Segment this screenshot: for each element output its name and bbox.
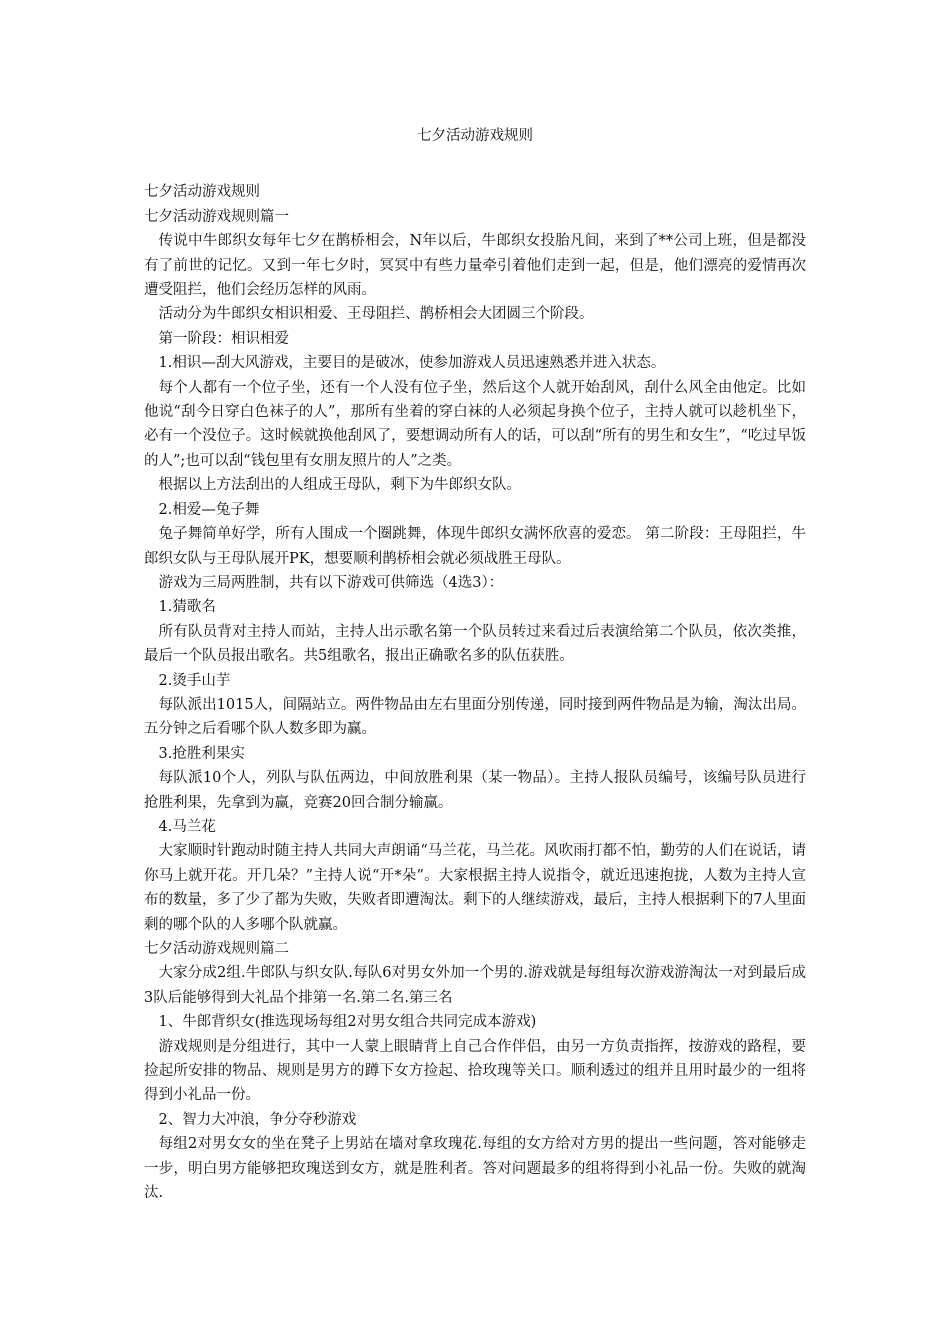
document-page (144, 124, 806, 1205)
paragraph: 第一阶段：相识相爱 (158, 330, 289, 347)
paragraph: 1.相识—刮大风游戏，主要目的是破冰，使参加游戏人员迅速熟悉并进入状态。 (158, 355, 666, 372)
paragraph: 每队派10个人，列队与队伍两边，中间放胜利果（某一物品）。主持人报队员编号，该编号队员进行抢胜利果，先拿到为赢，竞赛20回合制分输赢。 (144, 770, 806, 811)
document-title: 七夕活动游戏规则 (417, 128, 533, 144)
paragraph: 大家顺时针跑动时随主持人共同大声朗诵“马兰花，马兰花。风吹雨打都不怕，勤劳的人们在说话，请你马上就开花。开几朵？”主持人说“开*朵”。大家根据主持人说指令，就近迅速抱拢，人数为主持人宣布的数量，多了少了都为失败，失败者即遭淘汰。剩下的人继续游戏，最后，主持人根据剩下的7人里面剩的哪个队的人多哪个队就赢。 (144, 843, 806, 933)
paragraph: 2.烫手山芋 (158, 672, 231, 689)
paragraph: 大家分成2组.牛郎队与织女队.每队6对男女外加一个男的.游戏就是每组每次游戏游淘汰一对到最后成3队后能够得到大礼品个排第一名.第二名.第三名 (144, 965, 806, 1006)
paragraph: 每组2对男女女的坐在凳子上男站在墙对拿玫瑰花.每组的女方给对方男的提出一些问题，答对能够走一步，明白男方能够把玫瑰送到女方，就是胜利者。答对问题最多的组将得到小礼品一份。失败的就淘汰. (144, 1136, 806, 1202)
paragraph: 七夕活动游戏规则 (144, 184, 260, 201)
paragraph: 游戏规则是分组进行，其中一人蒙上眼睛背上自己合作伴侣，由另一方负责指挥，按游戏的路程，要捡起所安排的物品、规则是男方的蹲下女方捡起、拾玫瑰等关口。顺利透过的组并且用时最少的一组将得到小礼品一份。 (144, 1038, 806, 1104)
paragraph: 每个人都有一个位子坐，还有一个人没有位子坐，然后这个人就开始刮风，刮什么风全由他定。比如他说“刮今日穿白色袜子的人”，那所有坐着的穿白袜的人必须起身换个位子，主持人就可以趁机坐下，必有一个没位子。这时候就换他刮风了，要想调动所有人的话，可以刮“所有的男生和女生”，“吃过早饭的人”;也可以刮“钱包里有女朋友照片的人”之类。 (144, 379, 806, 469)
paragraph: 2、智力大冲浪，争分夺秒游戏 (158, 1111, 357, 1128)
paragraph: 4.马兰花 (158, 818, 216, 835)
paragraph: 3.抢胜利果实 (158, 745, 245, 762)
paragraph: 2.相爱—兔子舞 (158, 501, 260, 518)
paragraph: 1.猜歌名 (158, 599, 216, 616)
paragraph: 兔子舞简单好学，所有人围成一个圈跳舞，体现牛郎织女满怀欣喜的爱恋。 第二阶段：王母阻拦，牛郎织女队与王母队展开PK，想要顺利鹊桥相会就必须战胜王母队。 (144, 526, 806, 567)
paragraph: 七夕活动游戏规则篇二 (144, 941, 289, 957)
paragraph: 根据以上方法刮出的人组成王母队，剩下为牛郎织女队。 (158, 477, 521, 494)
paragraph: 所有队员背对主持人而站，主持人出示歌名第一个队员转过来看过后表演给第二个队员，依次类推，最后一个队员报出歌名。共5组歌名，报出正确歌名多的队伍获胜。 (144, 623, 806, 665)
paragraph: 1、牛郎背织女(推选现场每组2对男女组合共同完成本游戏) (158, 1014, 537, 1031)
paragraph: 游戏为三局两胜制，共有以下游戏可供筛选（4选3）： (158, 574, 504, 591)
paragraph: 每队派出1015人，间隔站立。两件物品由左右里面分别传递，同时接到两件物品是为输，淘汰出局。五分钟之后看哪个队人数多即为赢。 (144, 696, 806, 738)
document-body (144, 180, 806, 1205)
paragraph: 传说中牛郎织女每年七夕在鹊桥相会，N年以后，牛郎织女投胎凡间，来到了**公司上班，但是都没有了前世的记忆。又到一年七夕时，冥冥中有些力量牵引着他们走到一起，但是，他们漂亮的爱情再次遭受阻拦，他们会经历怎样的风雨。 (144, 233, 806, 299)
paragraph: 活动分为牛郎织女相识相爱、王母阻拦、鹊桥相会大团圆三个阶段。 (158, 306, 594, 323)
paragraph: 七夕活动游戏规则篇一 (144, 208, 289, 225)
